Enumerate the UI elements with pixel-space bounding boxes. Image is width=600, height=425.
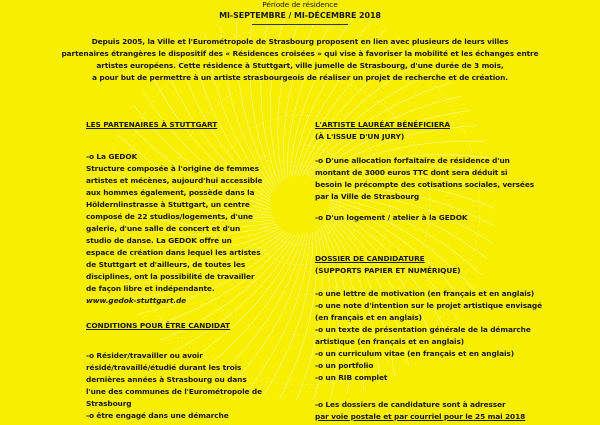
text-line: Strasbourg xyxy=(86,399,132,408)
text-line: composé de 22 studios/logements, d'une xyxy=(86,212,253,221)
intro-line: Depuis 2005, la Ville et l'Eurométropole de Strasbourg proposent en lien avec plusieurs de leurs villes xyxy=(91,37,509,46)
text-line: Höldernlinstrasse à Stuttgart, un centre xyxy=(86,200,250,209)
list-item: -o un RIB complet xyxy=(315,373,388,382)
text-line: résidé/travaillé/étudié durant les trois xyxy=(86,363,242,372)
list-item: artistique (en français et en anglais) xyxy=(315,337,465,346)
list-item: -o un curriculum vitae (en français et en anglais) xyxy=(315,349,514,358)
allocation-item xyxy=(315,155,534,203)
dossier-list xyxy=(315,288,542,384)
period-label: Période de résidence xyxy=(262,0,338,9)
dossier-heading xyxy=(315,253,460,277)
partner-description xyxy=(86,163,262,307)
text-line: disciplines, ont la possibilité de travailler xyxy=(86,272,255,281)
deadline: par voie postale et par courriel pour le 25 mai 2018 xyxy=(315,412,526,421)
text-line: besoin le précompte des cotisations sociales, versées xyxy=(315,180,535,189)
laureate-title: L'ARTISTE LAURÉAT BÉNÉFICIERA xyxy=(315,120,450,129)
text-line: galerie, d'une salle de concert et d'un xyxy=(86,224,241,233)
text-line: de façon libre et indépendante. xyxy=(86,284,215,293)
partners-heading: LES PARTENAIRES À STUTTGART xyxy=(86,120,218,129)
text-line: dernières années à Strasbourg ou dans xyxy=(86,375,247,384)
text-line: -o être engagé dans une démarche xyxy=(86,411,229,420)
text-line: aux hommes également, possède dans la xyxy=(86,188,255,197)
text-line: montant de 3000 euros TTC dont sera déduit si xyxy=(315,168,508,177)
text-line: artistes et mécènes, aujourd'hui accessible xyxy=(86,176,263,185)
partner-name: -o La GEDOK xyxy=(86,152,138,161)
submission-note xyxy=(315,399,525,423)
text-line: -o D'une allocation forfaitaire de résidence d'un xyxy=(315,156,510,165)
send-note: -o Les dossiers de candidature sont à adresser xyxy=(315,400,506,409)
list-item: (en français et en anglais) xyxy=(315,313,422,322)
list-item: -o un texte de présentation générale de la démarche xyxy=(315,325,531,334)
title-divider xyxy=(252,24,348,25)
laureate-heading xyxy=(315,119,450,143)
intro-line: a pour but de permettre à un artiste strasbourgeois de réaliser un projet de recherche et de création. xyxy=(92,73,508,82)
text-line: par la Ville de Strasbourg xyxy=(315,192,420,201)
laureate-subtitle: (À L'ISSUE D'UN JURY) xyxy=(315,132,405,141)
conditions-list xyxy=(86,350,262,422)
conditions-heading: CONDITIONS POUR ÊTRE CANDIDAT xyxy=(86,321,230,330)
dossier-subtitle: (SUPPORTS PAPIER ET NUMÉRIQUE) xyxy=(315,266,461,275)
text-line: de Stuttgart et d'ailleurs, de toutes les xyxy=(86,260,246,269)
intro-line: partenaires étrangères le dispositif des « Résidences croisées » qui vise à favoriser la mobilité et les échanges entre xyxy=(61,49,539,58)
text-line: Structure composée à l'origine de femmes xyxy=(86,164,259,173)
list-item: -o une lettre de motivation (en français et en anglais) xyxy=(315,289,535,298)
text-line: l'une des communes de l'Eurométropole de xyxy=(86,387,263,396)
text-line: studio de danse. La GEDOK offre un xyxy=(86,236,232,245)
list-item: -o une note d'intention sur le projet artistique envisagé xyxy=(315,301,542,310)
text-line: -o Résider/travailler ou avoir xyxy=(86,351,203,360)
intro-paragraph xyxy=(0,36,600,84)
text-line: espace de création dans lequel les artistes xyxy=(86,248,261,257)
pattern-ray xyxy=(280,231,317,399)
dossier-title: DOSSIER DE CANDIDATURE xyxy=(315,254,425,263)
partner-website-link[interactable]: www.gedok-stuttgart.de xyxy=(86,296,187,305)
period-dates: MI-SEPTEMBRE / MI-DÉCEMBRE 2018 xyxy=(219,11,381,20)
housing-item: -o D'un logement / atelier à la GEDOK xyxy=(315,213,468,222)
intro-line: artistes européens. Cette résidence à Stuttgart, ville jumelle de Strasbourg, d'une durée de 3 mois, xyxy=(96,61,504,70)
list-item: -o un portfolio xyxy=(315,361,374,370)
